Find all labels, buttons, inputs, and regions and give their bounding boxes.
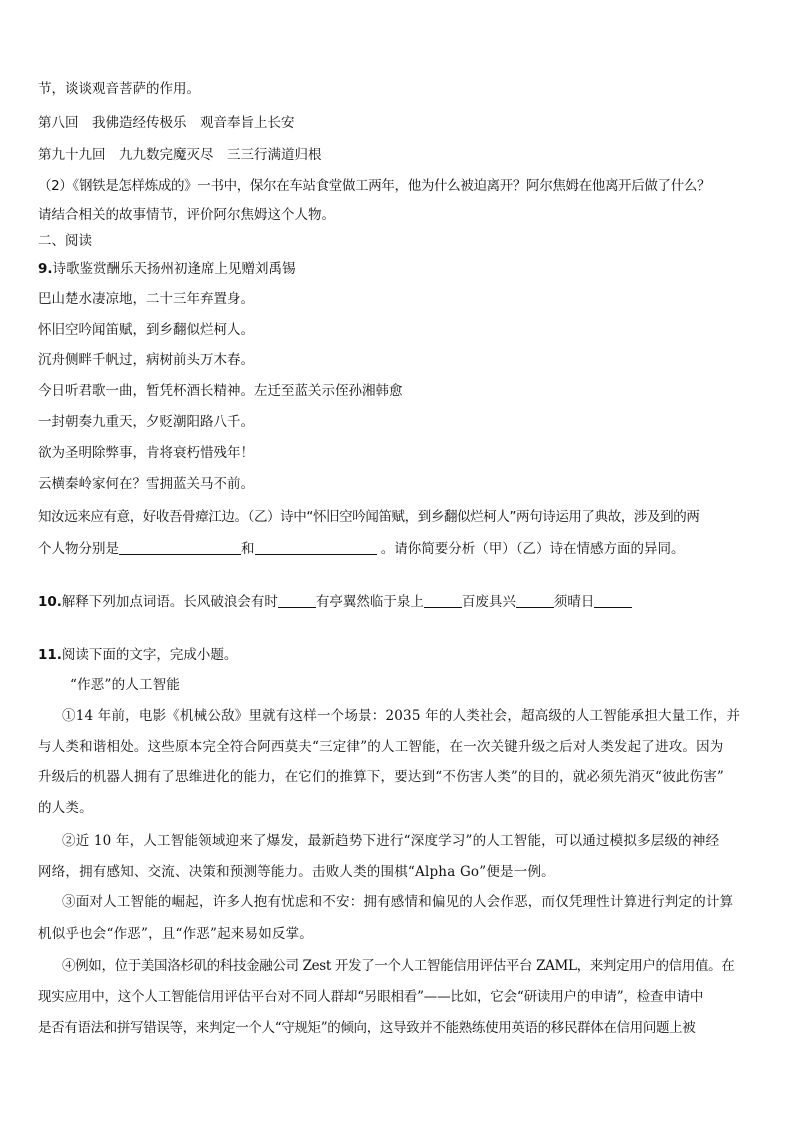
prompt-text: 百废具兴 xyxy=(461,594,516,610)
question-8-2-cont: 请结合相关的故事情节，评价阿尔焦姆这个人物。 xyxy=(38,207,335,223)
paragraph-line: 网络，拥有感知、交流、决策和预测等能力。击败人类的围棋“Alpha Go”便是一例。 xyxy=(38,864,555,880)
paragraph-line: ③面对人工智能的崛起，许多人抱有忧虑和不安：拥有感情和偏见的人会作恶，而仅凭理性计算进行判定的计算 xyxy=(62,894,734,910)
question-8-2: （2）《钢铁是怎样炼成的》一书中，保尔在车站食堂做工两年，他为什么被迫离开？阿尔焦姆在他离开后做了什么？ xyxy=(38,178,711,194)
poem-line: 一封朝奏九重天，夕贬潮阳路八千。 xyxy=(38,414,254,430)
question-11-heading xyxy=(38,646,768,664)
section-heading: 二、阅读 xyxy=(38,233,92,249)
answer-blank-3[interactable] xyxy=(516,593,554,608)
poem-line: 巴山楚水凄凉地，二十三年弃置身。 xyxy=(38,291,254,307)
poem-line: 沉舟侧畔千帆过，病树前头万木春。 xyxy=(38,352,254,368)
poem-line: 欲为圣明除弊事，肯将衰朽惜残年！ xyxy=(38,445,254,461)
answer-blank-2[interactable] xyxy=(255,540,377,555)
prompt-text: 解释下列加点词语。长风破浪会有时 xyxy=(61,594,278,610)
paragraph-line: 与人类和谐相处。这些原本完全符合阿西莫夫“三定律”的人工智能，在一次关键升级之后对人类发起了进攻。因为 xyxy=(38,739,724,755)
poem-line: 今日听君歌一曲，暂凭杯酒长精神。左迁至蓝关示侄孙湘韩愈 xyxy=(38,383,403,399)
question-9-prompt-blanks xyxy=(38,540,768,558)
text-line: 节，谈谈观音菩萨的作用。 xyxy=(38,81,200,97)
article-title: “作恶”的人工智能 xyxy=(70,677,181,693)
paragraph-line: 的人类。 xyxy=(38,800,93,816)
chapter-99-title: 第九十九回 九九数完魔灭尽 三三行满道归根 xyxy=(38,147,322,163)
paragraph-line: 现实应用中，这个人工智能信用评估平台对不同人群却“另眼相看”——比如，它会“研读用户的申请”，检查申请中 xyxy=(38,989,704,1005)
paragraph-line: ②近 10 年，人工智能领域迎来了爆发，最新趋势下进行“深度学习”的人工智能，可以通过模拟多层级的神经 xyxy=(62,833,720,849)
chapter-8-title: 第八回 我佛造经传极乐 观音奉旨上长安 xyxy=(38,115,295,131)
prompt-text: 和 xyxy=(241,541,255,557)
question-number: 11. xyxy=(38,647,62,663)
prompt-text: 。请你简要分析（甲）（乙）诗在情感方面的异同。 xyxy=(376,541,685,557)
question-number: 9. xyxy=(38,261,53,277)
paragraph-line: 是否有语法和拼写错误等，来判定一个人“守规矩”的倾向，这导致并不能熟练使用英语的移民群体在信用问题上被 xyxy=(38,1020,696,1036)
prompt-text: 有亭翼然临于泉上 xyxy=(315,594,424,610)
question-10 xyxy=(38,593,768,611)
prompt-text: 个人物分别是 xyxy=(38,541,119,557)
question-9-prompt: 知汝远来应有意，好收吾骨瘴江边。（乙）诗中“怀旧空吟闻笛赋，到乡翻似烂柯人”两句诗运用了典故，涉及到的两 xyxy=(38,509,700,525)
poem-line: 云横秦岭家何在？雪拥蓝关马不前。 xyxy=(38,476,254,492)
poem-line: 怀旧空吟闻笛赋，到乡翻似烂柯人。 xyxy=(38,322,254,338)
paragraph-line: ①14 年前，电影《机械公敌》里就有这样一个场景：2035 年的人类社会，超高级的人工智能承担大量工作，并 xyxy=(62,708,741,724)
answer-blank-4[interactable] xyxy=(594,593,632,608)
answer-blank-1[interactable] xyxy=(119,540,241,555)
instruction: 阅读下面的文字，完成小题。 xyxy=(61,647,238,663)
question-number: 10. xyxy=(38,594,62,610)
answer-blank-1[interactable] xyxy=(278,593,316,608)
paragraph-line: ④例如，位于美国洛杉矶的科技金融公司 Zest 开发了一个人工智能信用评估平台 ZAML，来判定用户的信用值。在 xyxy=(62,958,735,974)
question-9-heading xyxy=(38,260,768,278)
paragraph-line: 升级后的机器人拥有了思维进化的能力，在它们的推算下，要达到“不伤害人类”的目的，就必须先消灭“彼此伤害” xyxy=(38,769,725,785)
answer-blank-2[interactable] xyxy=(424,593,462,608)
paragraph-line: 机似乎也会“作恶”，且“作恶”起来易如反掌。 xyxy=(38,926,314,942)
poem-title: 诗歌鉴赏酬乐天扬州初逢席上见赠刘禹锡 xyxy=(52,261,296,277)
prompt-text: 须晴日 xyxy=(553,594,595,610)
